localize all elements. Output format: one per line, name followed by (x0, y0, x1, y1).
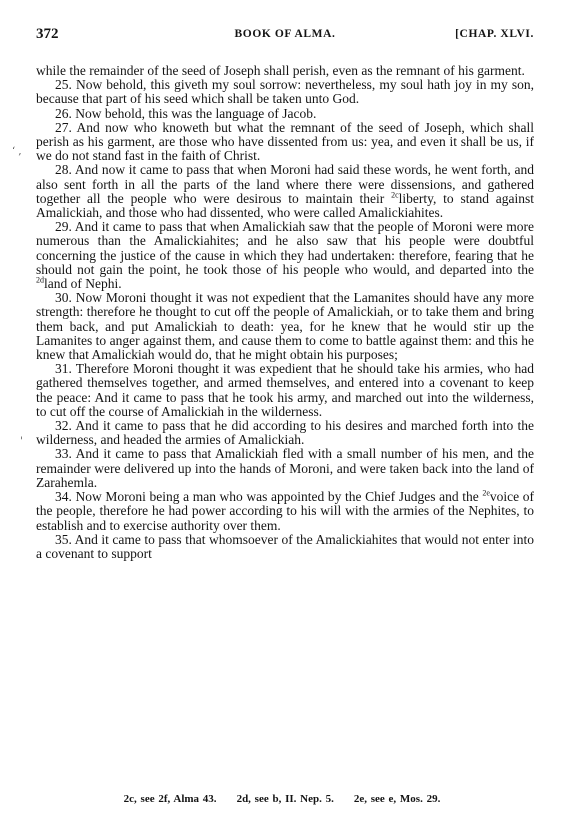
verse-text: land of Nephi. (44, 276, 122, 292)
footnote: 2e, see e, Mos. 29. (353, 793, 441, 805)
verse-text: 25. Now behold, this giveth my soul sorrow: nevertheless, my soul hath joy in my son, because that part of his seed which shall be taken unto God. (36, 77, 534, 107)
verse-text: 26. Now behold, this was the language of Jacob. (55, 105, 317, 121)
scripture-text (36, 64, 534, 561)
verse-text: 31. Therefore Moroni thought it was expedient that he should take his armies, who had gathered themselves together, and armed themselves, and entered into a covenant to keep the peace: And it came to pass that he took his army, and marched out into the wilderness, to cut off the course of Amalickiah in the wilderness. (36, 361, 534, 419)
verse (36, 121, 534, 164)
verse (36, 107, 534, 121)
verse-text: 33. And it came to pass that Amalickiah fled with a small number of his men, and the remainder were delivered up into the hands of Moroni, and were taken back into the land of Zarahemla. (36, 446, 534, 490)
footnote: 2d, see b, II. Nep. 5. (236, 793, 334, 805)
verse-text: liberty, to stand against Amalickiah, and those who had dissented, who were called Amalickiahites. (36, 190, 534, 221)
footnote-ref: 2c (391, 190, 399, 200)
footnote: 2c, see 2f, Alma 43. (123, 793, 217, 805)
page-number: 372 (36, 26, 59, 42)
verse-text: 30. Now Moroni thought it was not expedient that the Lamanites should have any more strength: therefore he thought to cut off the people of Amalickiah, or to take them and bring them back, and put Amalickiah to death: yea, for he knew that he would stir up the Lamanites to anger against them, and cause them to come to battle against them: and this he knew that Amalickiah would do, that he might obtain his purposes; (36, 290, 534, 363)
verse-text: 29. And it came to pass that when Amalickiah saw that the people of Moroni were more numerous than the Amalickiahites; and he also saw that his people were doubtful concerning the justice of the cause in which they had undertaken: therefore, fearing that he should not gain the point, he took those of his people who would, and departed into the (36, 219, 534, 277)
verse (36, 447, 534, 490)
verse (36, 490, 534, 533)
verse-text: 35. And it came to pass that whomsoever of the Amalickiahites that would not enter into a covenant to support (36, 531, 534, 561)
margin-mark: ' (20, 436, 23, 447)
verse (36, 533, 534, 561)
chapter-label: [CHAP. XLVI. (455, 28, 534, 40)
footnote-ref: 2e (482, 488, 490, 498)
verse (36, 78, 534, 106)
footnote-ref: 2d (36, 275, 44, 285)
verse-text: 34. Now Moroni being a man who was appointed by the Chief Judges and the (55, 489, 483, 505)
book-title: BOOK OF ALMA. (234, 28, 336, 40)
verse-text: 27. And now who knoweth but what the remnant of the seed of Joseph, which shall perish as his garment, are those who have dissented from us: yea, and even it shall be us, if we do not stand fast in the faith of Christ. (36, 119, 534, 164)
verse (36, 362, 534, 419)
footnotes (0, 793, 564, 805)
verse (36, 291, 534, 362)
running-header (36, 26, 534, 46)
verse (36, 220, 534, 291)
verse-text: 32. And it came to pass that he did according to his desires and marched forth into the wilderness, and headed the armies of Amalickiah. (36, 418, 534, 448)
verse-text: voice of the people, therefore he had power according to his will with the armies of the Nephites, to establish and to exercise authority over them. (36, 489, 534, 533)
verse (36, 163, 534, 220)
verse (36, 419, 534, 447)
margin-mark: ‘ , (12, 146, 22, 157)
verse-text: while the remainder of the seed of Joseph shall perish, even as the remnant of his garment. (36, 63, 525, 78)
verse-text: 28. And now it came to pass that when Moroni had said these words, he went forth, and also sent forth in all the parts of the land where there were dissensions, and gathered together all the people who were desirous to maintain their (36, 162, 534, 206)
verse (36, 64, 534, 78)
